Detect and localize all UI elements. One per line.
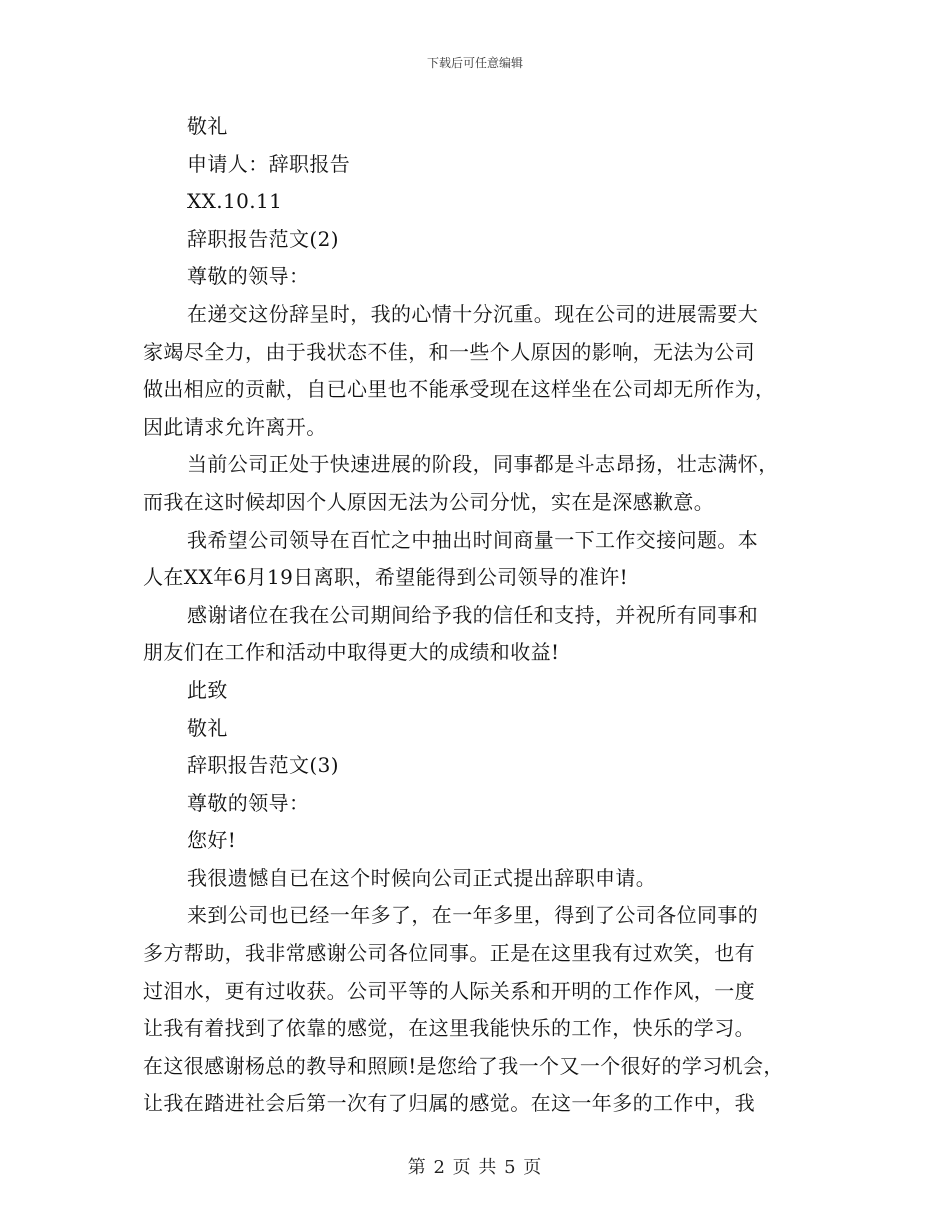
text-line: 让我有着找到了依靠的感觉，在这里我能快乐的工作，快乐的学习。 <box>143 1016 755 1041</box>
text-line: 尊敬的领导： <box>187 264 310 289</box>
text-line: 在这很感谢杨总的教导和照顾!是您给了我一个又一个很好的学习机会， <box>143 1053 784 1078</box>
text-line: 因此请求允许离开。 <box>143 414 327 439</box>
text-line: 在递交这份辞呈时，我的心情十分沉重。现在公司的进展需要大 <box>187 301 759 326</box>
text-line: 而我在这时候却因个人原因无法为公司分忧，实在是深感歉意。 <box>143 489 715 514</box>
text-line: 多方帮助，我非常感谢公司各位同事。正是在这里我有过欢笑，也有 <box>143 941 755 966</box>
text-line: 感谢诸位在我在公司期间给予我的信任和支持，并祝所有同事和 <box>187 602 759 627</box>
text-line: 敬礼 <box>187 715 228 740</box>
text-line: 此致 <box>187 677 228 702</box>
text-line: 尊敬的领导： <box>187 790 310 815</box>
text-line: 辞职报告范文(3) <box>187 753 339 778</box>
text-line: 申请人：辞职报告 <box>187 151 351 176</box>
text-line: 人在XX年6月19日离职，希望能得到公司领导的准许! <box>143 565 629 590</box>
text-line: 家竭尽全力，由于我状态不佳，和一些个人原因的影响，无法为公司 <box>143 339 755 364</box>
text-line: 朋友们在工作和活动中取得更大的成绩和收益! <box>143 640 560 665</box>
page-header-note: 下载后可任意编辑 <box>426 56 523 70</box>
text-line: 我很遗憾自已在这个时候向公司正式提出辞职申请。 <box>187 865 657 890</box>
text-line: 您好! <box>187 828 237 853</box>
text-line: 来到公司也已经一年多了，在一年多里，得到了公司各位同事的 <box>187 903 759 928</box>
text-line: 让我在踏进社会后第一次有了归属的感觉。在这一年多的工作中，我 <box>143 1091 755 1116</box>
text-line: 做出相应的贡献，自已心里也不能承受现在这样坐在公司却无所作为， <box>143 377 776 402</box>
text-line: 辞职报告范文(2) <box>187 226 339 251</box>
text-line: 我希望公司领导在百忙之中抽出时间商量一下工作交接问题。本 <box>187 527 759 552</box>
text-line: 敬礼 <box>187 114 228 138</box>
text-line: XX.10.11 <box>187 189 283 214</box>
text-line: 过泪水，更有过收获。公司平等的人际关系和开明的工作作风，一度 <box>143 978 755 1003</box>
page-footer-number: 第 2 页 共 5 页 <box>407 1157 543 1178</box>
text-line: 当前公司正处于快速进展的阶段，同事都是斗志昂扬，壮志满怀， <box>187 452 779 477</box>
document-body <box>143 108 813 1123</box>
